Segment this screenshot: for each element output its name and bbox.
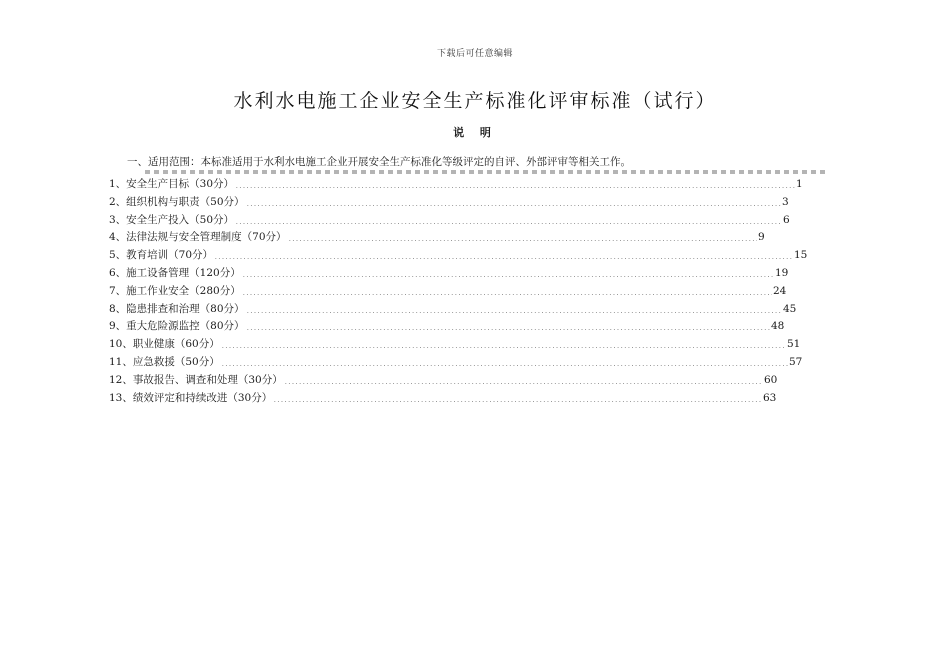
toc-item [109,194,829,212]
toc-item-label: 11、应急救援（50分） [109,355,220,368]
toc-page-number: 9 [758,231,765,244]
toc-item [109,390,829,408]
toc-dot-leader [221,337,786,348]
toc-page-number: 57 [789,355,803,368]
toc-item-label: 4、法律法规与安全管理制度（70分） [109,231,287,244]
toc-page-number: 24 [773,284,787,297]
toc-dot-leader [214,248,793,259]
toc-item [109,354,829,372]
toc-item [109,318,829,336]
toc-dot-leader [284,373,763,384]
toc-item [109,212,829,230]
toc-page-number: 51 [787,338,801,351]
toc-item [109,265,829,283]
toc-item-label: 7、施工作业安全（280分） [109,284,241,297]
toc-item-label: 8、隐患排查和治理（80分） [109,302,245,315]
toc-page-number: 45 [783,302,797,315]
toc-page-number: 6 [783,213,790,226]
toc-dot-leader [221,355,788,366]
toc-item [109,372,829,390]
obscured-text-line [145,170,825,174]
toc-dot-leader [235,213,782,224]
toc-page-number: 63 [763,391,777,404]
toc-item-label: 6、施工设备管理（120分） [109,266,241,279]
toc-item [109,336,829,354]
toc-dot-leader [288,230,757,241]
toc-page-number: 19 [775,266,789,279]
table-of-contents [109,176,829,407]
document-title: 水利水电施工企业安全生产标准化评审标准（试行） [233,90,717,112]
toc-page-number: 15 [794,249,808,262]
toc-item-label: 13、绩效评定和持续改进（30分） [109,391,273,404]
toc-dot-leader [242,266,774,277]
toc-page-number: 48 [771,320,785,333]
toc-dot-leader [246,195,781,206]
toc-item [109,247,829,265]
toc-item-label: 12、事故报告、调查和处理（30分） [109,373,283,386]
toc-item-label: 2、组织机构与职责（50分） [109,195,245,208]
toc-dot-leader [235,177,795,188]
toc-item [109,176,829,194]
toc-page-number: 3 [782,195,789,208]
toc-dot-leader [273,391,762,402]
toc-dot-leader [242,284,772,295]
intro-paragraph: 一、适用范围：本标准适用于水利水电施工企业开展安全生产标准化等级评定的自评、外部评审等相关工作。 [127,156,631,168]
toc-item-label: 5、教育培训（70分） [109,249,214,262]
toc-page-number: 60 [764,373,778,386]
toc-dot-leader [246,319,770,330]
toc-item [109,301,829,319]
toc-item-label: 1、安全生产目标（30分） [109,178,235,190]
toc-item [109,283,829,301]
toc-page-number: 1 [796,178,803,190]
section-heading: 说 明 [453,126,497,139]
toc-item-label: 9、重大危险源监控（80分） [109,320,245,333]
header-note: 下载后可任意编辑 [436,49,513,59]
toc-item-label: 10、职业健康（60分） [109,338,220,351]
toc-item [109,229,829,247]
toc-dot-leader [246,302,782,313]
toc-item-label: 3、安全生产投入（50分） [109,213,235,226]
